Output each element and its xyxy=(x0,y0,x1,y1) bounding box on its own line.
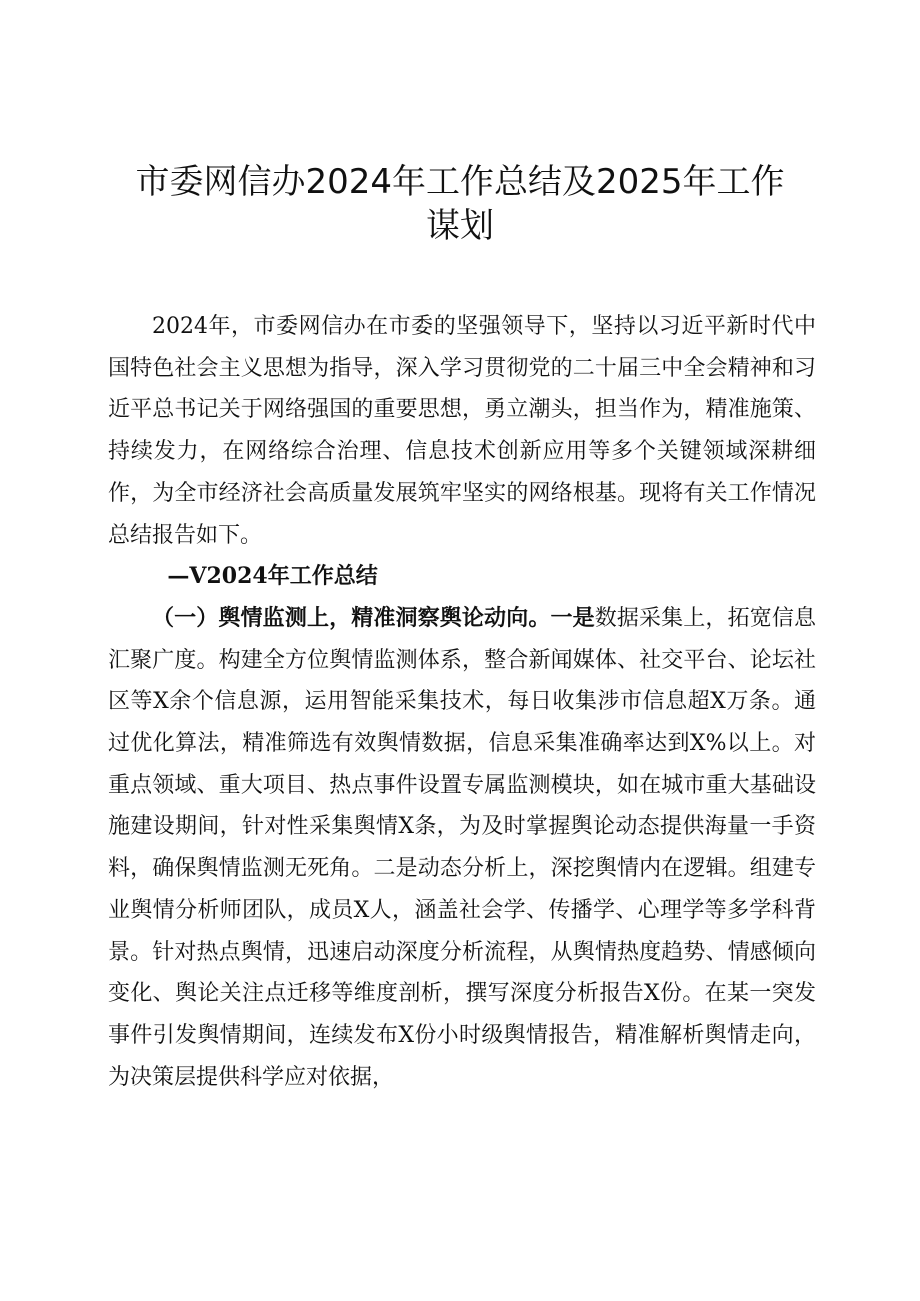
section-heading: —V2024年工作总结 xyxy=(167,563,378,590)
document-body xyxy=(108,306,816,1098)
subsection-paragraph xyxy=(108,598,816,1098)
document-title: 市委网信办2024年工作总结及2025年工作谋划 xyxy=(135,162,785,246)
subsection-lead: （一）舆情监测上，精准洞察舆论动向。一是 xyxy=(152,604,595,631)
intro-paragraph: 2024年，市委网信办在市委的坚强领导下，坚持以习近平新时代中国特色社会主义思想为指导，深入学习贯彻党的二十届三中全会精神和习近平总书记关于网络强国的重要思想，勇立潮头，担当作为，精准施策、持续发力，在网络综合治理、信息技术创新应用等多个关键领域深耕细作，为全市经济社会高质量发展筑牢坚实的网络根基。现将有关工作情况总结报告如下。 xyxy=(108,314,816,548)
subsection-body: 数据采集上，拓宽信息汇聚广度。构建全方位舆情监测体系，整合新闻媒体、社交平台、论坛社区等X余个信息源，运用智能采集技术，每日收集涉市信息超X万条。通过优化算法，精准筛选有效舆情数据，信息采集准确率达到X%以上。对重点领域、重大项目、热点事件设置专属监测模块，如在城市重大基础设施建设期间，针对性采集舆情X条，为及时掌握舆论动态提供海量一手资料，确保舆情监测无死角。二是动态分析上，深挖舆情内在逻辑。组建专业舆情分析师团队，成员X人，涵盖社会学、传播学、心理学等多学科背景。针对热点舆情，迅速启动深度分析流程，从舆情热度趋势、情感倾向变化、舆论关注点迁移等维度剖析，撰写深度分析报告X份。在某一突发事件引发舆情期间，连续发布X份小时级舆情报告，精准解析舆情走向，为决策层提供科学应对依据， xyxy=(108,605,816,1090)
